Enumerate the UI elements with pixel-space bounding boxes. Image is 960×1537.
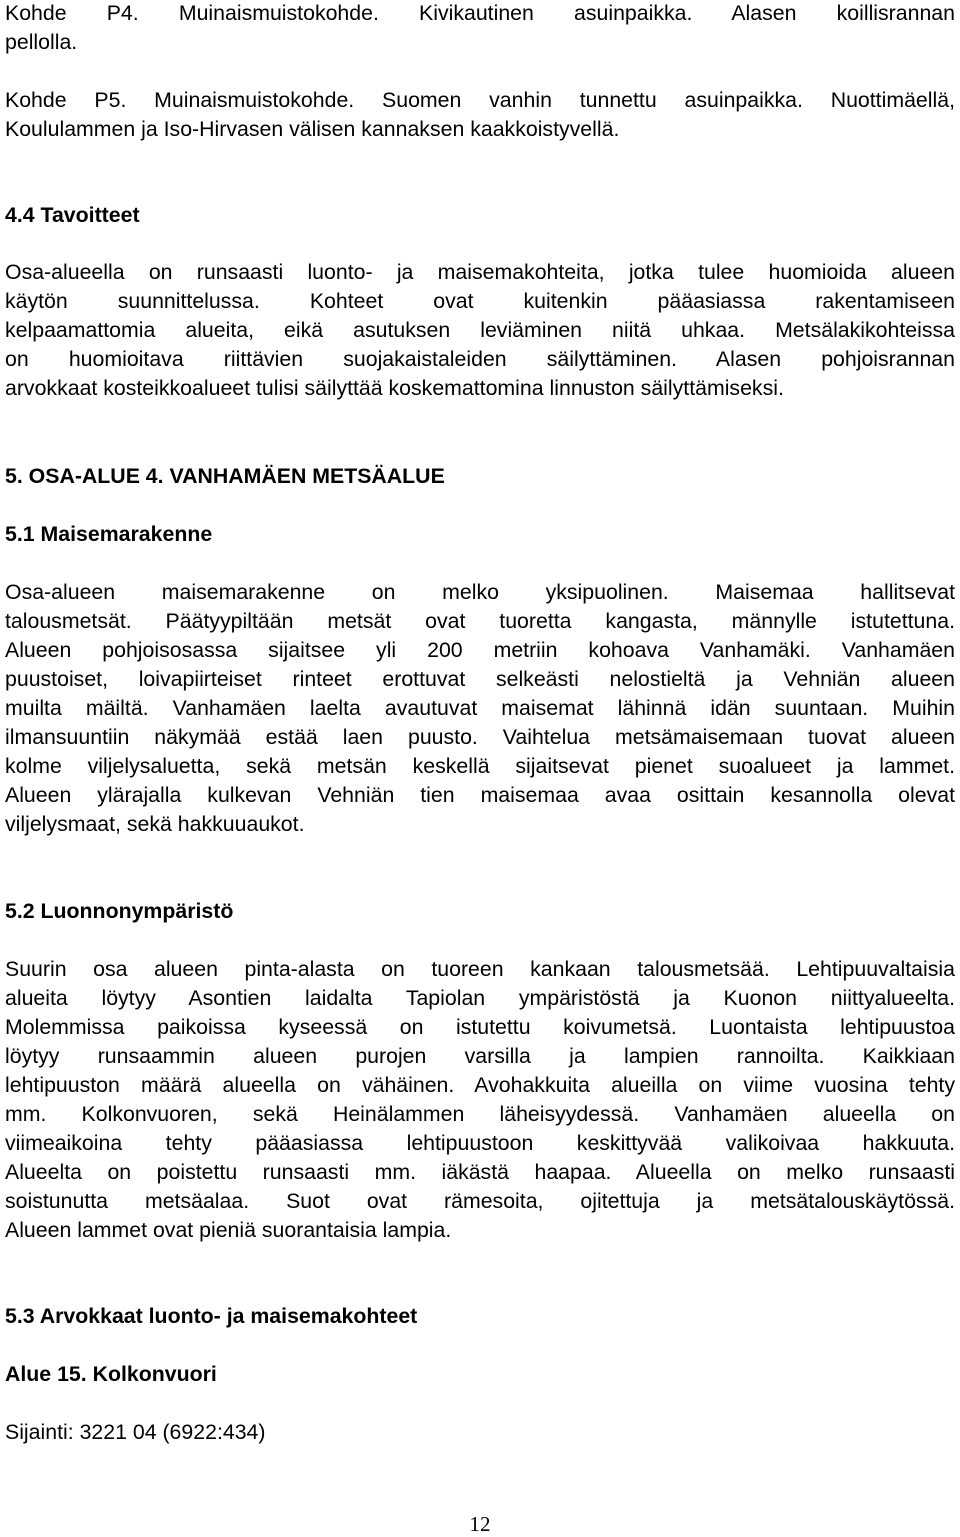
text-line: viljelysmaat, sekä hakkuuaukot. — [5, 812, 305, 836]
heading-alue-15: Alue 15. Kolkonvuori — [5, 1362, 217, 1386]
text-line: Kohde P4. Muinaismuistokohde. Kivikautinen asuinpaikka. Alasen koillisrannan — [5, 1, 955, 25]
heading-5-3: 5.3 Arvokkaat luonto- ja maisemakohteet — [5, 1304, 418, 1328]
text-line: Alueen lammet ovat pieniä suorantaisia lampia. — [5, 1218, 452, 1242]
text-line: Kohde P5. Muinaismuistokohde. Suomen vanhin tunnettu asuinpaikka. Nuottimäellä, — [5, 88, 955, 112]
text-line: Suurin osa alueen pinta-alasta on tuoreen kankaan talousmetsää. Lehtipuuvaltaisia — [5, 957, 955, 981]
heading-5-2: 5.2 Luonnonympäristö — [5, 899, 234, 923]
text-line: pellolla. — [5, 30, 78, 54]
paragraph-tavoitteet — [5, 258, 955, 403]
paragraph-luonnonymparisto — [5, 955, 955, 1245]
page-number: 12 — [469, 1512, 491, 1536]
paragraph-kohde-p5 — [5, 86, 955, 144]
text-line: kolme viljelysaluetta, sekä metsän keskellä sijaitsevat pienet suoalueet ja lammet. — [5, 754, 955, 778]
paragraph-maisemarakenne — [5, 578, 955, 839]
text-line: Alueen pohjoisosassa sijaitsee yli 200 metriin kohoava Vanhamäki. Vanhamäen — [5, 638, 955, 662]
text-line: käytön suunnittelussa. Kohteet ovat kuitenkin pääasiassa rakentamiseen — [5, 289, 955, 313]
text-line: Osa-alueen maisemarakenne on melko yksipuolinen. Maisemaa hallitsevat — [5, 580, 955, 604]
text-line: puustoiset, loivapiirteiset rinteet erottuvat selkeästi nelostieltä ja Vehniän alueen — [5, 667, 955, 691]
text-line: kelpaamattomia alueita, eikä asutuksen leviäminen niitä uhkaa. Metsälakikohteissa — [5, 318, 955, 342]
text-line: Alueelta on poistettu runsaasti mm. iäkästä haapaa. Alueella on melko runsaasti — [5, 1160, 955, 1184]
text-line: alueita löytyy Asontien laidalta Tapiolan ympäristöstä ja Kuonon niittyalueelta. — [5, 986, 955, 1010]
heading-4-4: 4.4 Tavoitteet — [5, 203, 140, 227]
text-line: Koululammen ja Iso-Hirvasen välisen kannaksen kaakkoistyvellä. — [5, 117, 620, 141]
text-line: ilmansuuntiin näkymää estää laen puusto. Vaihtelua metsämaisemaan tuovat alueen — [5, 725, 955, 749]
text-line: on huomioitava riittävien suojakaistaleiden säilyttäminen. Alasen pohjoisrannan — [5, 347, 955, 371]
text-line: lehtipuuston määrä alueella on vähäinen. Avohakkuita alueilla on viime vuosina tehty — [5, 1073, 955, 1097]
paragraph-kohde-p4 — [5, 0, 955, 57]
text-line: löytyy runsaammin alueen purojen varsilla ja lampien rannoilta. Kaikkiaan — [5, 1044, 955, 1068]
text-line: muilta mäiltä. Vanhamäen laelta avautuvat maisemat lähinnä idän suuntaan. Muihin — [5, 696, 955, 720]
heading-5: 5. OSA-ALUE 4. VANHAMÄEN METSÄALUE — [5, 464, 445, 488]
paragraph-sijainti — [5, 1418, 955, 1447]
text-line: Alueen ylärajalla kulkevan Vehniän tien maisemaa avaa osittain kesannolla olevat — [5, 783, 955, 807]
text-line: talousmetsät. Päätyypiltään metsät ovat tuoretta kangasta, männylle istutettuna. — [5, 609, 955, 633]
text-line: Osa-alueella on runsaasti luonto- ja maisemakohteita, jotka tulee huomioida alueen — [5, 260, 955, 284]
text-line: mm. Kolkonvuoren, sekä Heinälammen läheisyydessä. Vanhamäen alueella on — [5, 1102, 955, 1126]
text-line: Sijainti: 3221 04 (6922:434) — [5, 1420, 266, 1444]
text-line: viimeaikoina tehty pääasiassa lehtipuustoon keskittyvää valikoivaa hakkuuta. — [5, 1131, 955, 1155]
text-line: Molemmissa paikoissa kyseessä on istutettu koivumetsä. Luontaista lehtipuustoa — [5, 1015, 955, 1039]
text-line: arvokkaat kosteikkoalueet tulisi säilyttää koskemattomina linnuston säilyttämiseksi. — [5, 376, 784, 400]
heading-5-1: 5.1 Maisemarakenne — [5, 522, 213, 546]
text-line: soistunutta metsäalaa. Suot ovat rämesoita, ojitettuja ja metsätalouskäytössä. — [5, 1189, 955, 1213]
